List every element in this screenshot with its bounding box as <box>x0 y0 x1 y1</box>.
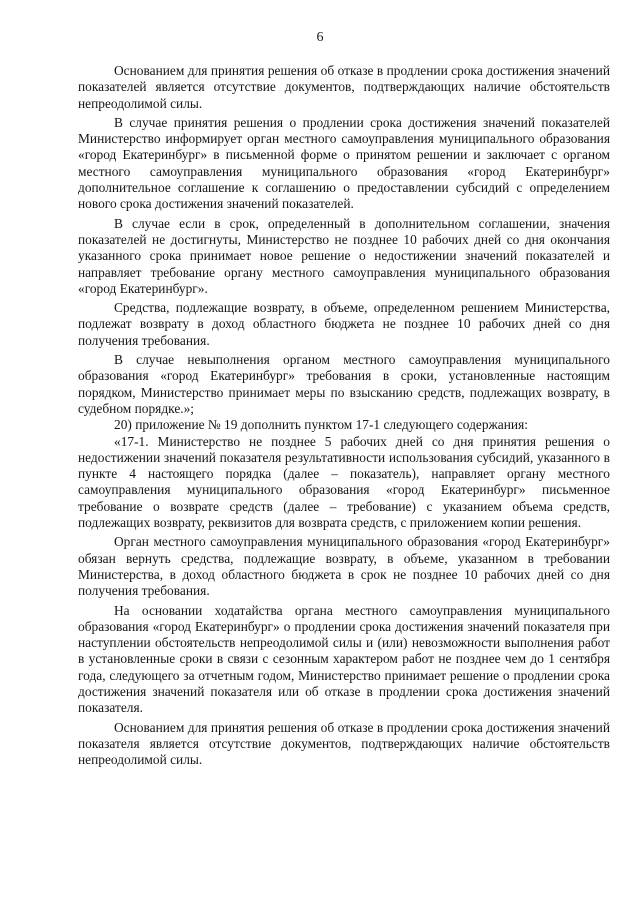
paragraph: На основании ходатайства органа местного самоуправления муниципального образования «город Екатеринбург» о продлении срока достижения значений показателя при наступлении обстоятельств непреодолимой силы и (или) невозможности выполнения работ в установленные сроки в связи с сезонным характером работ не позднее чем до 1 сентября года, следующего за отчетным годом, Министерство принимает решение о продлении срока достижения значений показателя или об отказе в продлении срока достижения значений показателя. <box>78 602 610 716</box>
paragraph: Средства, подлежащие возврату, в объеме, определенном решением Министерства, подлежат возврату в доход областного бюджета не позднее 10 рабочих дней со дня получения требования. <box>78 300 610 348</box>
paragraph: В случае невыполнения органом местного самоуправления муниципального образования «город Екатеринбург» требования в сроки, установленные настоящим порядком, Министерство принимает меры по взысканию средств, подлежащих возврату, в судебном порядке.»; <box>78 352 610 416</box>
paragraph: Основанием для принятия решения об отказе в продлении срока достижения значений показателей является отсутствие документов, подтверждающих наличие обстоятельств непреодолимой силы. <box>78 63 610 111</box>
paragraph: Основанием для принятия решения об отказе в продлении срока достижения значений показателя является отсутствие документов, подтверждающих наличие обстоятельств непреодолимой силы. <box>78 719 610 768</box>
paragraph: «17-1. Министерство не позднее 5 рабочих дней со дня принятия решения о недостижении значений показателя результативности использования субсидий, указанного в пункте 4 настоящего порядка (далее – показатель), направляет органу местного самоуправления муниципального образования «город Екатеринбург» письменное требование о возврате средств (далее – требование) с указанием объема средств, подлежащих возврату, реквизитов для возврата средств, с приложением копии решения. <box>78 433 610 531</box>
page-number: 6 <box>316 30 324 45</box>
document-body <box>78 63 610 768</box>
paragraph: В случае если в срок, определенный в дополнительном соглашении, значения показателей не достигнуты, Министерство не позднее 10 рабочих дней со дня окончания указанного срока принимает новое решение о недостижении значений показателей и направляет требование органу местного самоуправления муниципального образования «город Екатеринбург». <box>78 215 610 296</box>
paragraph: Орган местного самоуправления муниципального образования «город Екатеринбург» обязан вернуть средства, подлежащие возврату, в объеме, указанном в требовании Министерства, в доход областного бюджета в срок не позднее 10 рабочих дней со дня получения требования. <box>78 534 610 599</box>
paragraph: 20) приложение № 19 дополнить пунктом 17-1 следующего содержания: <box>114 417 528 433</box>
paragraph: В случае принятия решения о продлении срока достижения значений показателей Министерство информирует орган местного самоуправления муниципального образования «город Екатеринбург» в письменной форме о принятом решении и заключает с органом местного самоуправления муниципального образования «город Екатеринбург» дополнительное соглашение к соглашению о предоставлении субсидий с определением нового срока достижения значений показателей. <box>78 114 610 212</box>
